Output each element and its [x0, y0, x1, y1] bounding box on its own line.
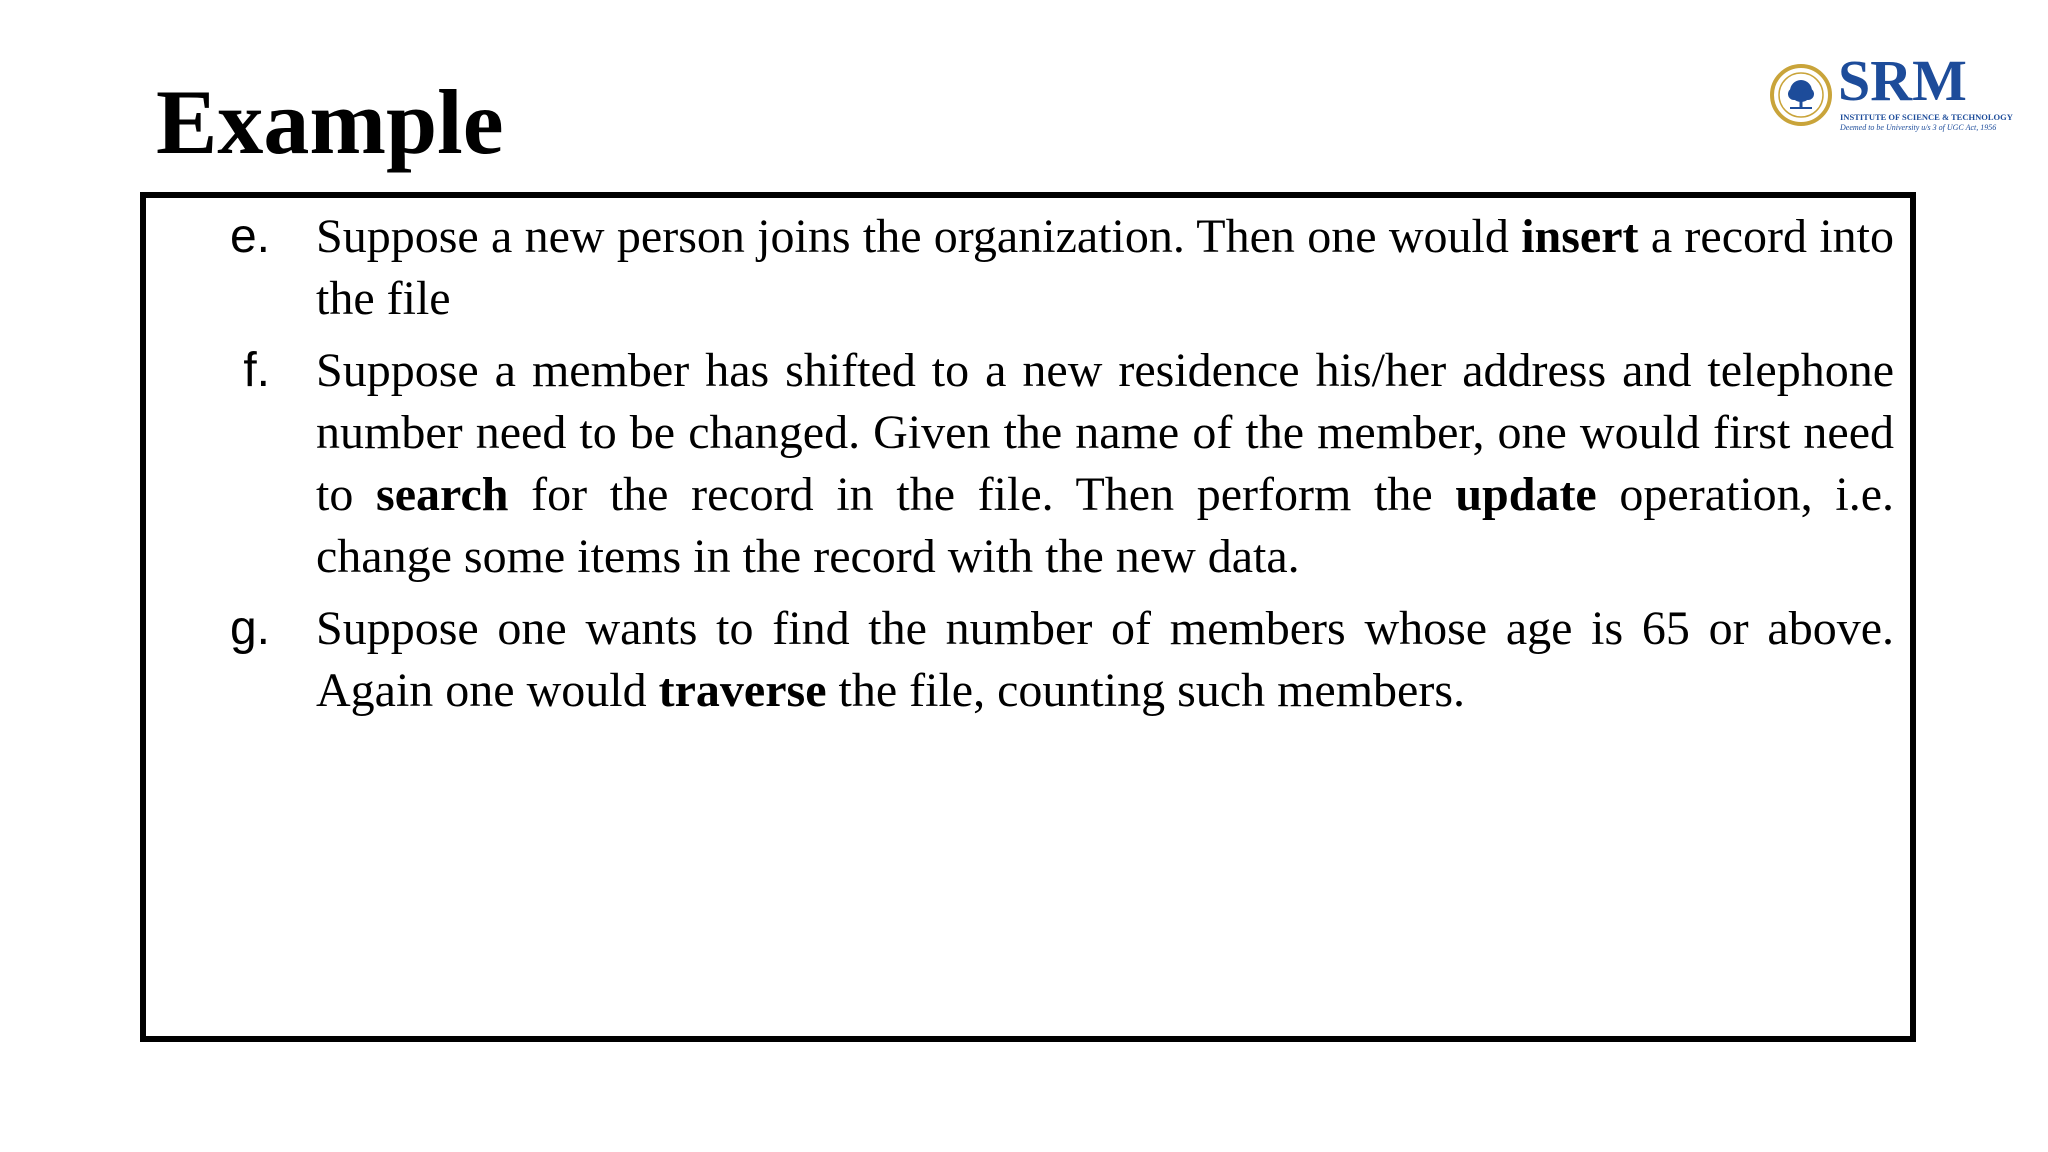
text-run: Suppose a member has shifted to a new residence his/her address and telephone number need to be changed. Given the name of the member, one would first need to — [316, 344, 1894, 521]
list-marker: g. — [229, 602, 270, 655]
srm-logo — [1770, 48, 2013, 140]
text-run: a record into the file — [316, 210, 1895, 325]
list-item-text — [316, 340, 1894, 588]
logo-tagline: Deemed to be University u/s 3 of UGC Act, 1956 — [1840, 123, 1997, 132]
slide-title: Example — [156, 71, 504, 173]
logo-subtitle: INSTITUTE OF SCIENCE & TECHNOLOGY — [1840, 112, 2013, 122]
item-list — [146, 206, 1910, 732]
bold-keyword: traverse — [658, 664, 827, 717]
text-run: the file, counting such members. — [826, 664, 1466, 717]
list-item — [146, 340, 1910, 588]
content-box — [140, 192, 1916, 1042]
bold-keyword: insert — [1521, 210, 1639, 263]
bold-keyword: update — [1455, 468, 1597, 521]
logo-wordmark: SRM — [1838, 48, 1967, 113]
bold-keyword: search — [376, 468, 509, 521]
list-marker: f. — [243, 344, 270, 397]
text-run: operation, i.e. change some items in the record with the new data. — [316, 468, 1894, 583]
text-run: Suppose a new person joins the organization. Then one would — [316, 210, 1522, 263]
text-run: for the record in the file. Then perform the — [508, 468, 1456, 521]
list-item-text — [316, 206, 1894, 330]
srm-seal-icon — [1770, 64, 1832, 126]
list-item-text — [316, 598, 1894, 722]
list-item — [146, 598, 1910, 722]
text-run: Suppose one wants to find the number of members whose age is 65 or above. Again one would — [316, 602, 1894, 717]
list-item — [146, 206, 1910, 330]
list-marker: e. — [229, 210, 270, 263]
